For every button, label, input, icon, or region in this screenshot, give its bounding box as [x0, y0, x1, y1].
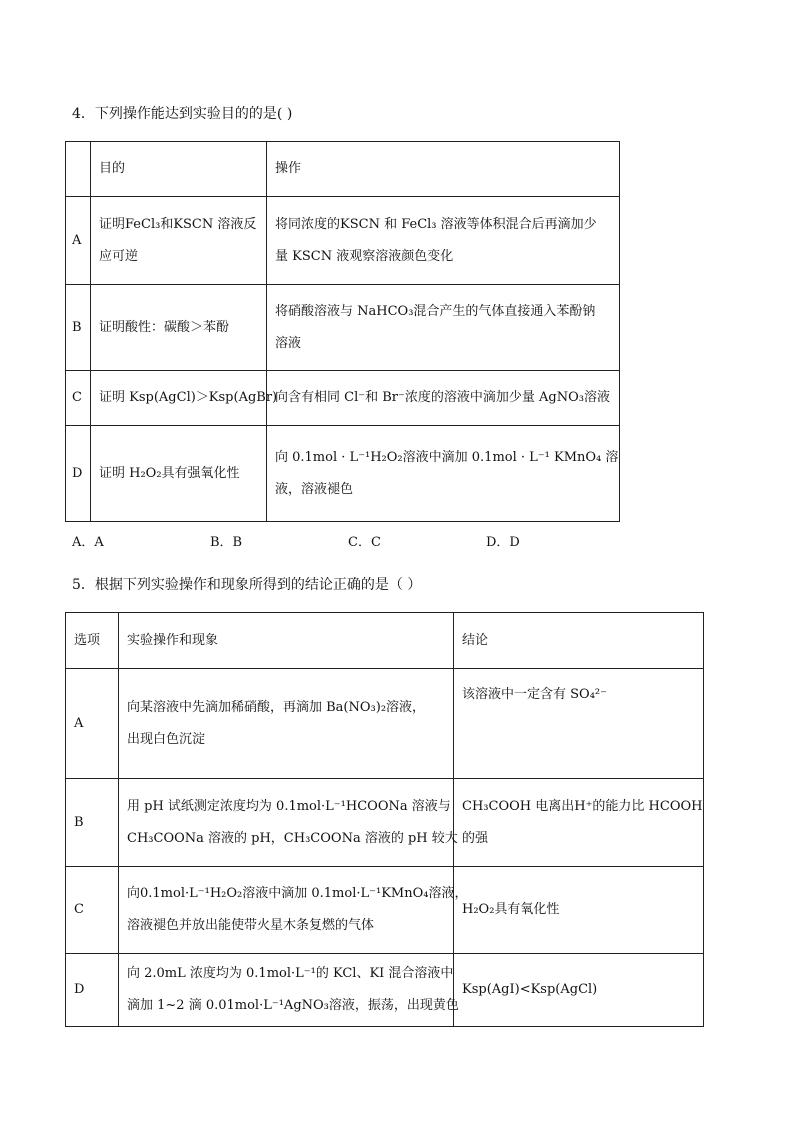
table-row [66, 954, 704, 1027]
purpose-cell: 证明 Ksp(AgCl)＞Ksp(AgBr) [91, 371, 267, 426]
question-5-table [65, 612, 704, 1027]
operation-cell: 向某溶液中先滴加稀硝酸，再滴加 Ba(NO₃)₂溶液， 出现白色沉淀 [119, 669, 454, 779]
row-label: A [66, 197, 91, 285]
row-label: C [66, 371, 91, 426]
table-row [66, 371, 620, 426]
option-b[interactable]: B．B [210, 535, 243, 550]
table-row [66, 779, 704, 867]
operation-cell: 向 0.1mol · L⁻¹H₂O₂溶液中滴加 0.1mol · L⁻¹ KMnO₄ 溶 液，溶液褪色 [267, 426, 620, 522]
operation-cell: 用 pH 试纸测定浓度均为 0.1mol·L⁻¹HCOONa 溶液与 CH₃COONa 溶液的 pH，CH₃COONa 溶液的 pH 较大 [119, 779, 454, 867]
question-4-table [65, 141, 620, 522]
header-option: 选项 [66, 613, 119, 669]
header-operation: 操作 [267, 142, 620, 197]
conclusion-cell: Ksp(AgI)<Ksp(AgCl) [454, 954, 704, 1027]
table-row [66, 197, 620, 285]
row-label: D [66, 954, 119, 1027]
conclusion-cell: 该溶液中一定含有 SO₄²⁻ [454, 669, 704, 779]
header-blank-cell [66, 142, 91, 197]
header-purpose: 目的 [91, 142, 267, 197]
row-label: D [66, 426, 91, 522]
table-row [66, 867, 704, 954]
row-label: B [66, 285, 91, 371]
purpose-cell: 证明FeCl₃和KSCN 溶液反 应可逆 [91, 197, 267, 285]
question-5-title: 5．根据下列实验操作和现象所得到的结论正确的是（ ） [72, 577, 422, 593]
table-header-row [66, 142, 620, 197]
row-label: A [66, 669, 119, 779]
operation-cell: 向 2.0mL 浓度均为 0.1mol·L⁻¹的 KCl、KI 混合溶液中 滴加 1~2 滴 0.01mol·L⁻¹AgNO₃溶液，振荡，出现黄色 [119, 954, 454, 1027]
table-row [66, 426, 620, 522]
option-c[interactable]: C．C [348, 535, 381, 550]
option-d[interactable]: D．D [486, 535, 520, 550]
purpose-cell: 证明 H₂O₂具有强氧化性 [91, 426, 267, 522]
option-a[interactable]: A．A [72, 535, 104, 550]
question-4-title: 4．下列操作能达到实验目的的是( ) [72, 106, 293, 122]
question-4-options [72, 531, 632, 549]
table-row [66, 669, 704, 779]
header-operation: 实验操作和现象 [119, 613, 454, 669]
purpose-cell: 证明酸性：碳酸＞苯酚 [91, 285, 267, 371]
operation-cell: 将硝酸溶液与 NaHCO₃混合产生的气体直接通入苯酚钠 溶液 [267, 285, 620, 371]
row-label: C [66, 867, 119, 954]
header-conclusion: 结论 [454, 613, 704, 669]
operation-cell: 向含有相同 Cl⁻和 Br⁻浓度的溶液中滴加少量 AgNO₃溶液 [267, 371, 620, 426]
operation-cell: 向0.1mol·L⁻¹H₂O₂溶液中滴加 0.1mol·L⁻¹KMnO₄溶液， 溶液褪色并放出能使带火星木条复燃的气体 [119, 867, 454, 954]
conclusion-cell: H₂O₂具有氧化性 [454, 867, 704, 954]
table-header-row [66, 613, 704, 669]
table-row [66, 285, 620, 371]
row-label: B [66, 779, 119, 867]
conclusion-cell: CH₃COOH 电离出H⁺的能力比 HCOOH 的强 [454, 779, 704, 867]
operation-cell: 将同浓度的KSCN 和 FeCl₃ 溶液等体积混合后再滴加少 量 KSCN 液观察溶液颜色变化 [267, 197, 620, 285]
